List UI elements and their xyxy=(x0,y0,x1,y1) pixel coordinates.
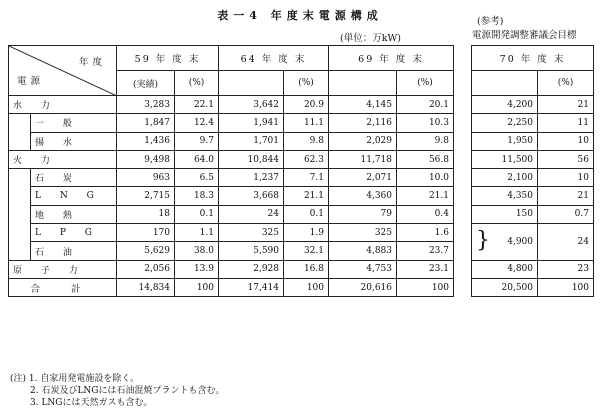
cell-value: 9.7 xyxy=(175,132,219,150)
subheader-pct: (%) xyxy=(397,71,454,96)
table-row xyxy=(472,132,594,150)
cell-value: 170 xyxy=(117,224,175,242)
cell-value: 24 xyxy=(538,224,594,261)
cell-value: 3,642 xyxy=(219,96,284,114)
cell-value: 18.3 xyxy=(175,187,219,205)
cell-value: 10,844 xyxy=(219,150,284,168)
cell-value: 38.0 xyxy=(175,242,219,260)
cell-value: 10 xyxy=(538,132,594,150)
cell-value: 12.4 xyxy=(175,114,219,132)
cell-value: 21.1 xyxy=(397,187,454,205)
table-row xyxy=(9,205,454,223)
cell-value: 150 xyxy=(472,205,538,223)
table-row xyxy=(472,205,594,223)
cell-value: 963 xyxy=(117,169,175,187)
table-row xyxy=(9,169,454,187)
table-row xyxy=(472,169,594,187)
cell-value: 56 xyxy=(538,150,594,168)
cell-value: 1,847 xyxy=(117,114,175,132)
table-row xyxy=(472,278,594,296)
cell-value: 325 xyxy=(329,224,397,242)
header-y64: 64 年 度 末 xyxy=(219,46,329,71)
subheader-pct: (%) xyxy=(175,71,219,96)
header-corner xyxy=(9,46,117,96)
cell-value: 10.0 xyxy=(397,169,454,187)
cell-value: 20,500 xyxy=(472,278,538,296)
table-row xyxy=(9,278,454,296)
table-row xyxy=(9,187,454,205)
cell-value: 21 xyxy=(538,187,594,205)
table-row xyxy=(9,96,454,114)
row-label: 石 炭 xyxy=(31,169,117,187)
table-row xyxy=(472,260,594,278)
cell-value: 1,701 xyxy=(219,132,284,150)
row-label: L N G xyxy=(31,187,117,205)
cell-value: 20.1 xyxy=(397,96,454,114)
cell-value: 1,436 xyxy=(117,132,175,150)
cell-value: 4,753 xyxy=(329,260,397,278)
cell-value: 5,590 xyxy=(219,242,284,260)
cell-value: 7.1 xyxy=(284,169,329,187)
table-row xyxy=(9,150,454,168)
cell-value: 1.9 xyxy=(284,224,329,242)
row-label: 水 力 xyxy=(9,96,117,114)
cell-value: 32.1 xyxy=(284,242,329,260)
cell-value: 4,900 xyxy=(507,236,533,247)
cell-value: 64.0 xyxy=(175,150,219,168)
cell-value: 4,800 xyxy=(472,260,538,278)
cell-value: 11.1 xyxy=(284,114,329,132)
cell-value: 22.1 xyxy=(175,96,219,114)
cell-value: 5,629 xyxy=(117,242,175,260)
row-label: 原 子 力 xyxy=(9,260,117,278)
note-line: 2. 石炭及びLNGには石油混焼プラントも含む。 xyxy=(30,386,225,396)
table-row xyxy=(9,132,454,150)
table-title: 表一4 年度末電源構成 xyxy=(217,9,383,22)
cell-value: 1,950 xyxy=(472,132,538,150)
cell-value: 17,414 xyxy=(219,278,284,296)
main-table xyxy=(8,45,454,297)
row-label: L P G xyxy=(31,224,117,242)
header-y70: 70 年 度 末 xyxy=(472,46,594,71)
indent-cell xyxy=(9,169,31,260)
cell-value: 21 xyxy=(538,96,594,114)
cell-value: 10 xyxy=(538,169,594,187)
subheader-blank xyxy=(472,71,538,96)
row-label: 一 般 xyxy=(31,114,117,132)
cell-value: 4,350 xyxy=(472,187,538,205)
subheader-blank xyxy=(219,71,284,96)
row-label: 地 熱 xyxy=(31,205,117,223)
cell-value: 23 xyxy=(538,260,594,278)
cell-value: 13.9 xyxy=(175,260,219,278)
cell-value: 3,283 xyxy=(117,96,175,114)
subheader-actual: (実績) xyxy=(117,71,175,96)
table-row xyxy=(9,260,454,278)
cell-value: 4,200 xyxy=(472,96,538,114)
table-row xyxy=(472,150,594,168)
indent-cell xyxy=(9,114,31,151)
cell-value: 100 xyxy=(175,278,219,296)
source-label: 電源 xyxy=(17,76,45,87)
cell-value: 56.8 xyxy=(397,150,454,168)
note-line: (注) 1. 自家用発電施設を除く。 xyxy=(10,374,140,384)
cell-value: 100 xyxy=(397,278,454,296)
cell-value: 10.3 xyxy=(397,114,454,132)
table-row xyxy=(9,242,454,260)
cell-value: 0.1 xyxy=(284,205,329,223)
cell-value: 2,250 xyxy=(472,114,538,132)
reference-source-label: 電源開発調整審議会目標 xyxy=(472,30,577,41)
cell-value: 325 xyxy=(219,224,284,242)
row-label: 合 計 xyxy=(9,278,117,296)
table-row xyxy=(472,114,594,132)
reference-label: (参考) xyxy=(477,16,504,27)
note-line: 3. LNGには天然ガスも含む。 xyxy=(30,398,153,408)
row-label: 揚 水 xyxy=(31,132,117,150)
cell-value: 3,668 xyxy=(219,187,284,205)
cell-value: 79 xyxy=(329,205,397,223)
cell-value: 4,145 xyxy=(329,96,397,114)
cell-value: 9.8 xyxy=(397,132,454,150)
cell-value: 16.8 xyxy=(284,260,329,278)
cell-value: 62.3 xyxy=(284,150,329,168)
cell-value: 18 xyxy=(117,205,175,223)
cell-value: 100 xyxy=(284,278,329,296)
unit-label: (単位：万kW) xyxy=(340,33,401,44)
combined-cell xyxy=(472,224,538,261)
cell-value: 9.8 xyxy=(284,132,329,150)
cell-value: 100 xyxy=(538,278,594,296)
table-row xyxy=(472,187,594,205)
cell-value: 20,616 xyxy=(329,278,397,296)
cell-value: 1,941 xyxy=(219,114,284,132)
cell-value: 0.4 xyxy=(397,205,454,223)
table-row xyxy=(472,96,594,114)
cell-value: 20.9 xyxy=(284,96,329,114)
table-row xyxy=(9,114,454,132)
cell-value: 2,715 xyxy=(117,187,175,205)
cell-value: 2,100 xyxy=(472,169,538,187)
header-y59: 59 年 度 末 xyxy=(117,46,219,71)
row-label: 火 力 xyxy=(9,150,117,168)
row-label: 石 油 xyxy=(31,242,117,260)
year-label: 年度 xyxy=(78,57,106,68)
cell-value: 1.1 xyxy=(175,224,219,242)
cell-value: 23.7 xyxy=(397,242,454,260)
cell-value: 23.1 xyxy=(397,260,454,278)
cell-value: 24 xyxy=(219,205,284,223)
subheader-blank xyxy=(329,71,397,96)
cell-value: 11 xyxy=(538,114,594,132)
cell-value: 14,834 xyxy=(117,278,175,296)
cell-value: 2,928 xyxy=(219,260,284,278)
cell-value: 0.7 xyxy=(538,205,594,223)
cell-value: 2,056 xyxy=(117,260,175,278)
table-row xyxy=(9,224,454,242)
subheader-pct: (%) xyxy=(284,71,329,96)
cell-value: 4,883 xyxy=(329,242,397,260)
brace-icon: } xyxy=(476,228,490,254)
cell-value: 11,500 xyxy=(472,150,538,168)
cell-value: 1,237 xyxy=(219,169,284,187)
cell-value: 2,116 xyxy=(329,114,397,132)
notes xyxy=(10,373,225,409)
cell-value: 0.1 xyxy=(175,205,219,223)
reference-table xyxy=(471,45,594,297)
header-y69: 69 年 度 末 xyxy=(329,46,454,71)
cell-value: 21.1 xyxy=(284,187,329,205)
cell-value: 1.6 xyxy=(397,224,454,242)
cell-value: 11,718 xyxy=(329,150,397,168)
cell-value: 9,498 xyxy=(117,150,175,168)
cell-value: 6.5 xyxy=(175,169,219,187)
cell-value: 4,360 xyxy=(329,187,397,205)
cell-value: 2,071 xyxy=(329,169,397,187)
subheader-pct: (%) xyxy=(538,71,594,96)
cell-value: 2,029 xyxy=(329,132,397,150)
